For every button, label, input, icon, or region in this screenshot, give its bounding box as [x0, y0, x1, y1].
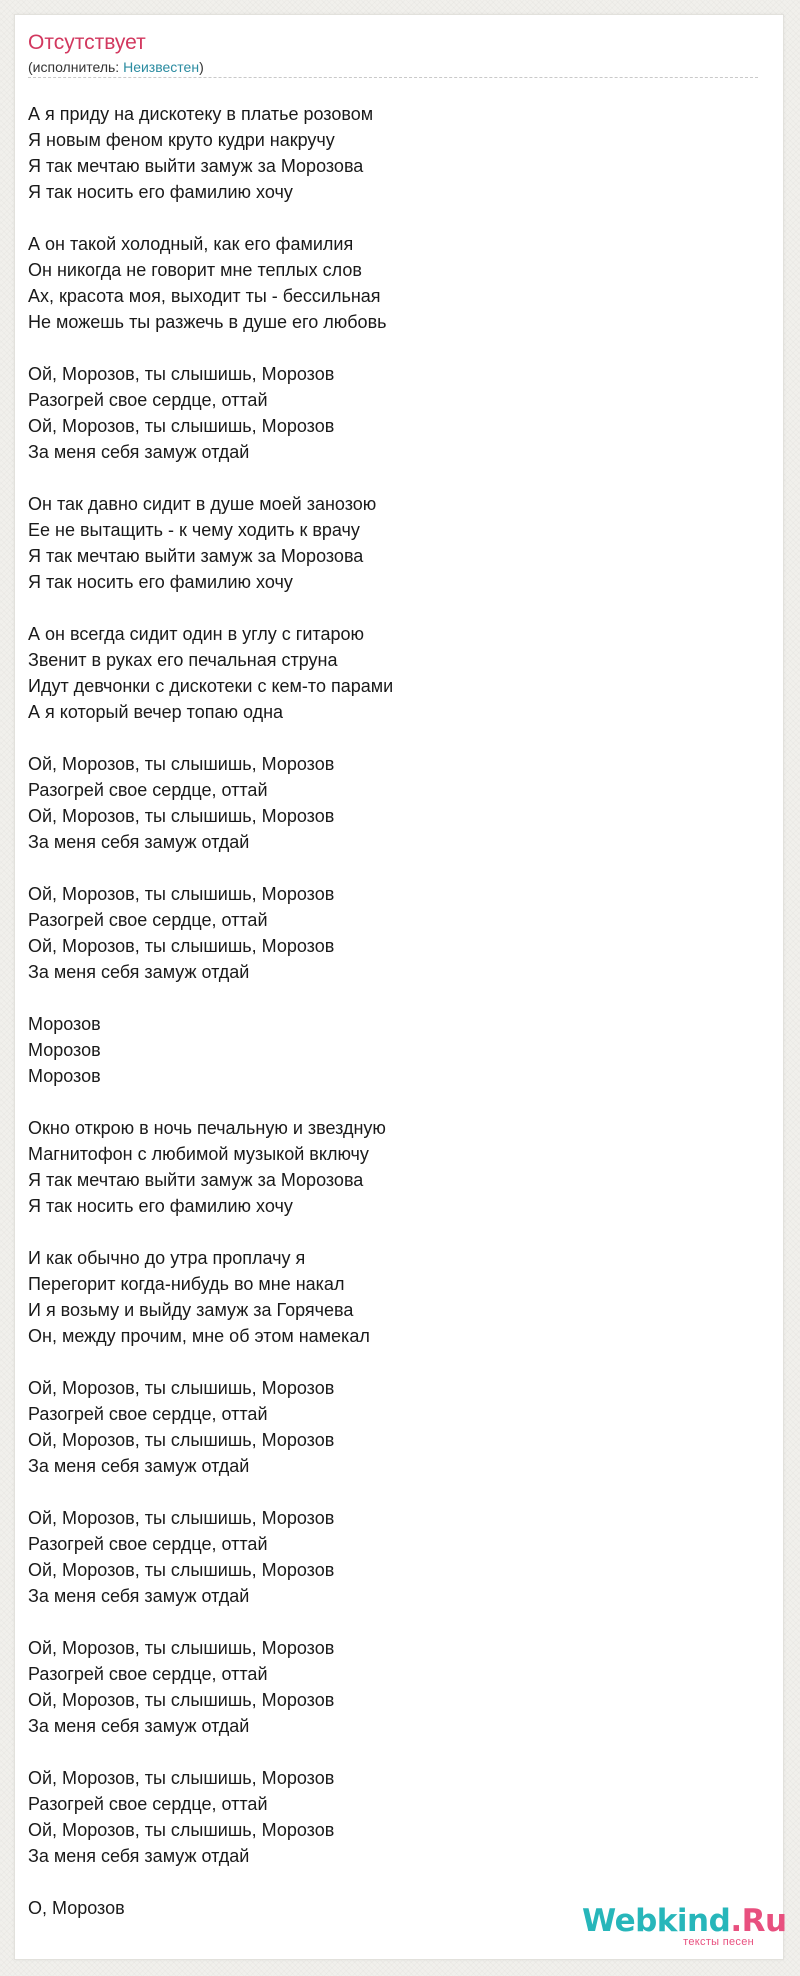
lyrics-line: Разогрей свое сердце, оттай [28, 1794, 268, 1814]
lyrics-line: Разогрей свое сердце, оттай [28, 1664, 268, 1684]
lyrics-line: Окно открою в ночь печальную и звездную [28, 1118, 386, 1138]
lyrics-line: Звенит в руках его печальная струна [28, 650, 338, 670]
lyrics-line: А я который вечер топаю одна [28, 702, 284, 722]
lyrics-stanza [28, 1375, 768, 1479]
lyrics-line: А я приду на дискотеку в платье розовом [28, 104, 374, 124]
lyrics-stanza [28, 1245, 768, 1349]
artist-suffix: ) [199, 59, 204, 75]
lyrics-line: Ой, Морозов, ты слышишь, Морозов [28, 936, 335, 956]
song-title: Отсутствует [28, 31, 146, 54]
logo-tld: Ru [741, 1903, 787, 1939]
lyrics-stanza [28, 101, 768, 205]
lyrics-stanza [28, 1635, 768, 1739]
lyrics-line: Магнитофон с любимой музыкой включу [28, 1144, 369, 1164]
lyrics-line: За меня себя замуж отдай [28, 1846, 250, 1866]
lyrics-line: Ой, Морозов, ты слышишь, Морозов [28, 1560, 335, 1580]
lyrics-stanza [28, 491, 768, 595]
lyrics-line: А он такой холодный, как его фамилия [28, 234, 354, 254]
song-header [28, 30, 758, 76]
lyrics-line: Я так мечтаю выйти замуж за Морозова [28, 546, 364, 566]
lyrics-line: За меня себя замуж отдай [28, 1456, 250, 1476]
logo-word: Webkind [582, 1903, 731, 1939]
lyrics-line: И как обычно до утра проплачу я [28, 1248, 306, 1268]
lyrics-stanza [28, 881, 768, 985]
lyrics-line: Не можешь ты разжечь в душе его любовь [28, 312, 387, 332]
lyrics-line: Разогрей свое сердце, оттай [28, 910, 268, 930]
lyrics-line: Он, между прочим, мне об этом намекал [28, 1326, 370, 1346]
lyrics-line: Я так мечтаю выйти замуж за Морозова [28, 1170, 364, 1190]
lyrics-stanza [28, 361, 768, 465]
artist-prefix: (исполнитель: [28, 59, 124, 75]
lyrics-stanza [28, 1505, 768, 1609]
lyrics-line: Разогрей свое сердце, оттай [28, 390, 268, 410]
lyrics-line: Морозов [28, 1066, 101, 1086]
lyrics-line: Разогрей свое сердце, оттай [28, 1534, 268, 1554]
lyrics-line: Ой, Морозов, ты слышишь, Морозов [28, 1690, 335, 1710]
lyrics-line: Он так давно сидит в душе моей занозою [28, 494, 377, 514]
lyrics-line: Разогрей свое сердце, оттай [28, 780, 268, 800]
lyrics-line: Ой, Морозов, ты слышишь, Морозов [28, 884, 335, 904]
lyrics-line: За меня себя замуж отдай [28, 962, 250, 982]
lyrics-line: За меня себя замуж отдай [28, 442, 250, 462]
lyrics-line: За меня себя замуж отдай [28, 1716, 250, 1736]
lyrics-stanza [28, 751, 768, 855]
lyrics-line: Я новым феном круто кудри накручу [28, 130, 335, 150]
webkind-logo[interactable] [582, 1903, 787, 1953]
lyrics-line: Морозов [28, 1014, 101, 1034]
lyrics-line: Ах, красота моя, выходит ты - бессильная [28, 286, 381, 306]
lyrics-line: Идут девчонки с дискотеки с кем-то парами [28, 676, 394, 696]
lyrics-stanza [28, 1115, 768, 1219]
logo-dot: . [730, 1903, 742, 1939]
lyrics-line: И я возьму и выйду замуж за Горячева [28, 1300, 354, 1320]
lyrics-line: Ой, Морозов, ты слышишь, Морозов [28, 754, 335, 774]
artist-line [28, 58, 758, 76]
lyrics-stanza [28, 1765, 768, 1869]
lyrics-stanza [28, 621, 768, 725]
lyrics-stanza [28, 1011, 768, 1089]
lyrics-line: Ой, Морозов, ты слышишь, Морозов [28, 1508, 335, 1528]
lyrics-line: Он никогда не говорит мне теплых слов [28, 260, 362, 280]
lyrics-line: А он всегда сидит один в углу с гитарою [28, 624, 365, 644]
lyrics-line: Ой, Морозов, ты слышишь, Морозов [28, 364, 335, 384]
logo-tagline: тексты песен [683, 1936, 754, 1948]
artist-link[interactable]: Неизвестен [123, 59, 200, 75]
lyrics-line: Разогрей свое сердце, оттай [28, 1404, 268, 1424]
lyrics-line: Ой, Морозов, ты слышишь, Морозов [28, 1430, 335, 1450]
lyrics-line: Ой, Морозов, ты слышишь, Морозов [28, 1378, 335, 1398]
lyrics-line: Я так мечтаю выйти замуж за Морозова [28, 156, 364, 176]
lyrics-line: Ой, Морозов, ты слышишь, Морозов [28, 416, 335, 436]
lyrics-line: Ой, Морозов, ты слышишь, Морозов [28, 1768, 335, 1788]
header-divider [28, 77, 758, 78]
lyrics-line: Я так носить его фамилию хочу [28, 182, 293, 202]
lyrics-line: Я так носить его фамилию хочу [28, 572, 293, 592]
lyrics-line: Перегорит когда-нибудь во мне накал [28, 1274, 345, 1294]
lyrics-line: Ее не вытащить - к чему ходить к врачу [28, 520, 360, 540]
logo-wordmark [582, 1903, 787, 1939]
lyrics-text [28, 101, 768, 1947]
lyrics-line: Ой, Морозов, ты слышишь, Морозов [28, 1638, 335, 1658]
lyrics-line: Морозов [28, 1040, 101, 1060]
lyrics-line: Я так носить его фамилию хочу [28, 1196, 293, 1216]
lyrics-line: За меня себя замуж отдай [28, 1586, 250, 1606]
lyrics-line: За меня себя замуж отдай [28, 832, 250, 852]
lyrics-stanza [28, 231, 768, 335]
lyrics-line: Ой, Морозов, ты слышишь, Морозов [28, 1820, 335, 1840]
lyrics-line: О, Морозов [28, 1898, 125, 1918]
lyrics-line: Ой, Морозов, ты слышишь, Морозов [28, 806, 335, 826]
